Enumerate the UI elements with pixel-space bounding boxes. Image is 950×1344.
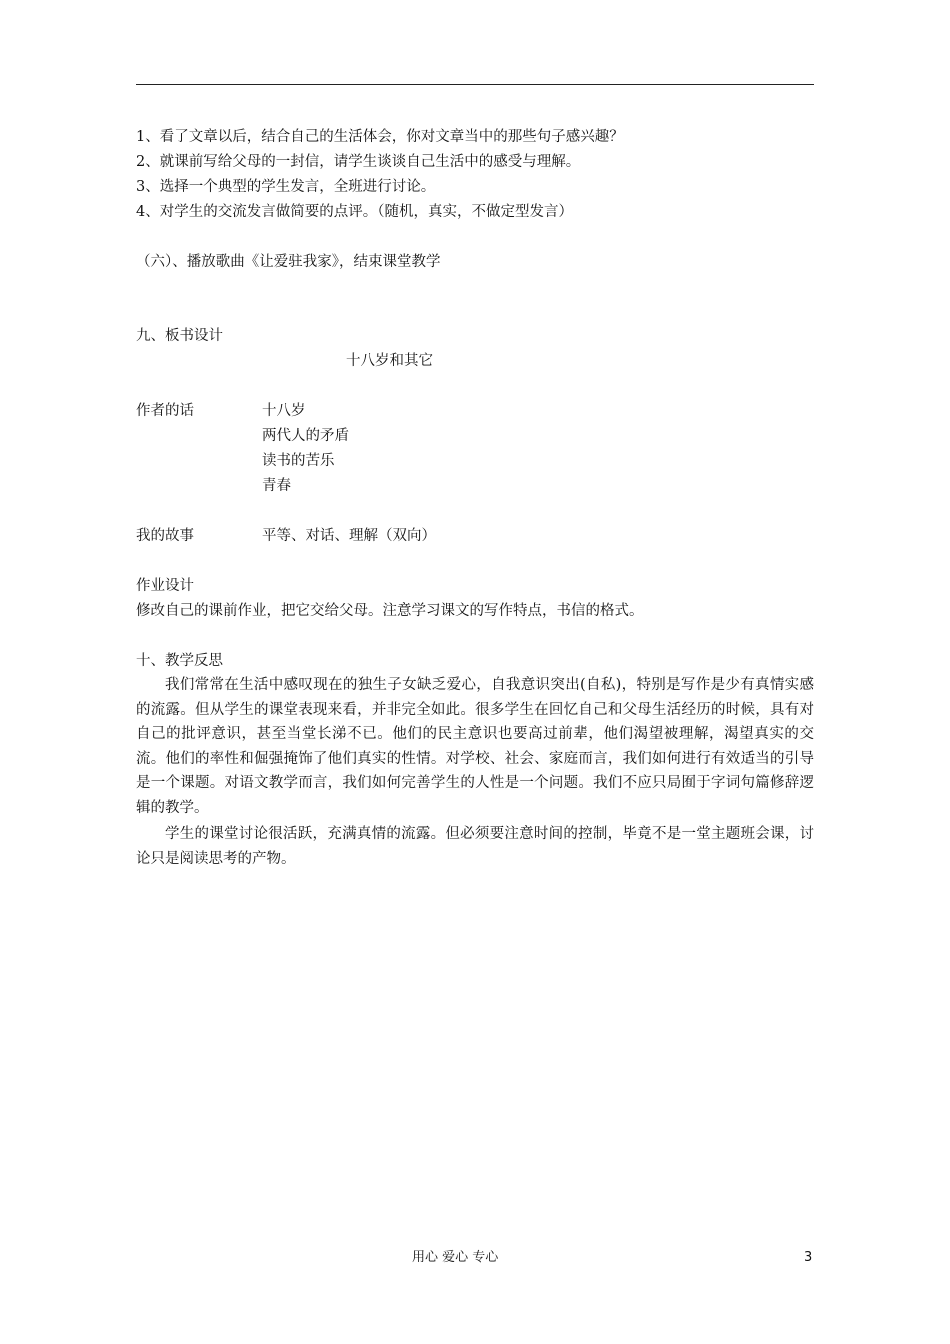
author-words-item: 读书的苦乐 — [262, 453, 335, 469]
my-story-label: 我的故事 — [136, 528, 194, 544]
discussion-item-1: 1、看了文章以后，结合自己的生活体会，你对文章当中的那些句子感兴趣？ — [136, 129, 624, 145]
step-six: （六）、播放歌曲《让爱驻我家》，结束课堂教学 — [136, 254, 441, 270]
board-design-heading: 九、板书设计 — [136, 328, 223, 344]
homework-heading: 作业设计 — [136, 578, 194, 594]
author-words-label: 作者的话 — [136, 403, 194, 419]
reflection-heading: 十、教学反思 — [136, 653, 223, 669]
reflection-paragraph-2: 学生的课堂讨论很活跃，充满真情的流露。但必须要注意时间的控制，毕竟不是一堂主题班会课，讨论只是阅读思考的产物。 — [136, 826, 814, 867]
reflection-paragraph-1: 我们常常在生活中感叹现在的独生子女缺乏爱心，自我意识突出(自私)，特别是写作是少有真情实感的流露。但从学生的课堂表现来看，并非完全如此。很多学生在回忆自己和父母生活经历的时候，具有对自己的批评意识，甚至当堂长涕不已。他们的民主意识也要高过前辈，他们渴望被理解，渴望真实的交流。他们的率性和倔强掩饰了他们真实的性情。对学校、社会、家庭而言，我们如何进行有效适当的引导是一个课题。对语文教学而言，我们如何完善学生的人性是一个问题。我们不应只局囿于字词句篇修辞逻辑的教学。 — [136, 677, 814, 816]
author-words-item: 十八岁 — [262, 403, 306, 419]
header-rule — [136, 84, 814, 85]
homework-content: 修改自己的课前作业，把它交给父母。注意学习课文的写作特点，书信的格式。 — [136, 603, 644, 619]
discussion-item-3: 3、选择一个典型的学生发言，全班进行讨论。 — [136, 179, 436, 195]
author-words-item: 两代人的矛盾 — [262, 428, 349, 444]
discussion-item-4: 4、对学生的交流发言做简要的点评。（随机，真实，不做定型发言） — [136, 204, 573, 220]
my-story-content: 平等、对话、理解（双向） — [262, 528, 436, 544]
discussion-item-2: 2、就课前写给父母的一封信，请学生谈谈自己生活中的感受与理解。 — [136, 154, 581, 170]
footer-slogan: 用心 爱心 专心 — [412, 1250, 499, 1265]
author-words-item: 青春 — [262, 478, 291, 494]
board-design-title: 十八岁和其它 — [346, 353, 433, 369]
page-number: 3 — [804, 1250, 813, 1265]
